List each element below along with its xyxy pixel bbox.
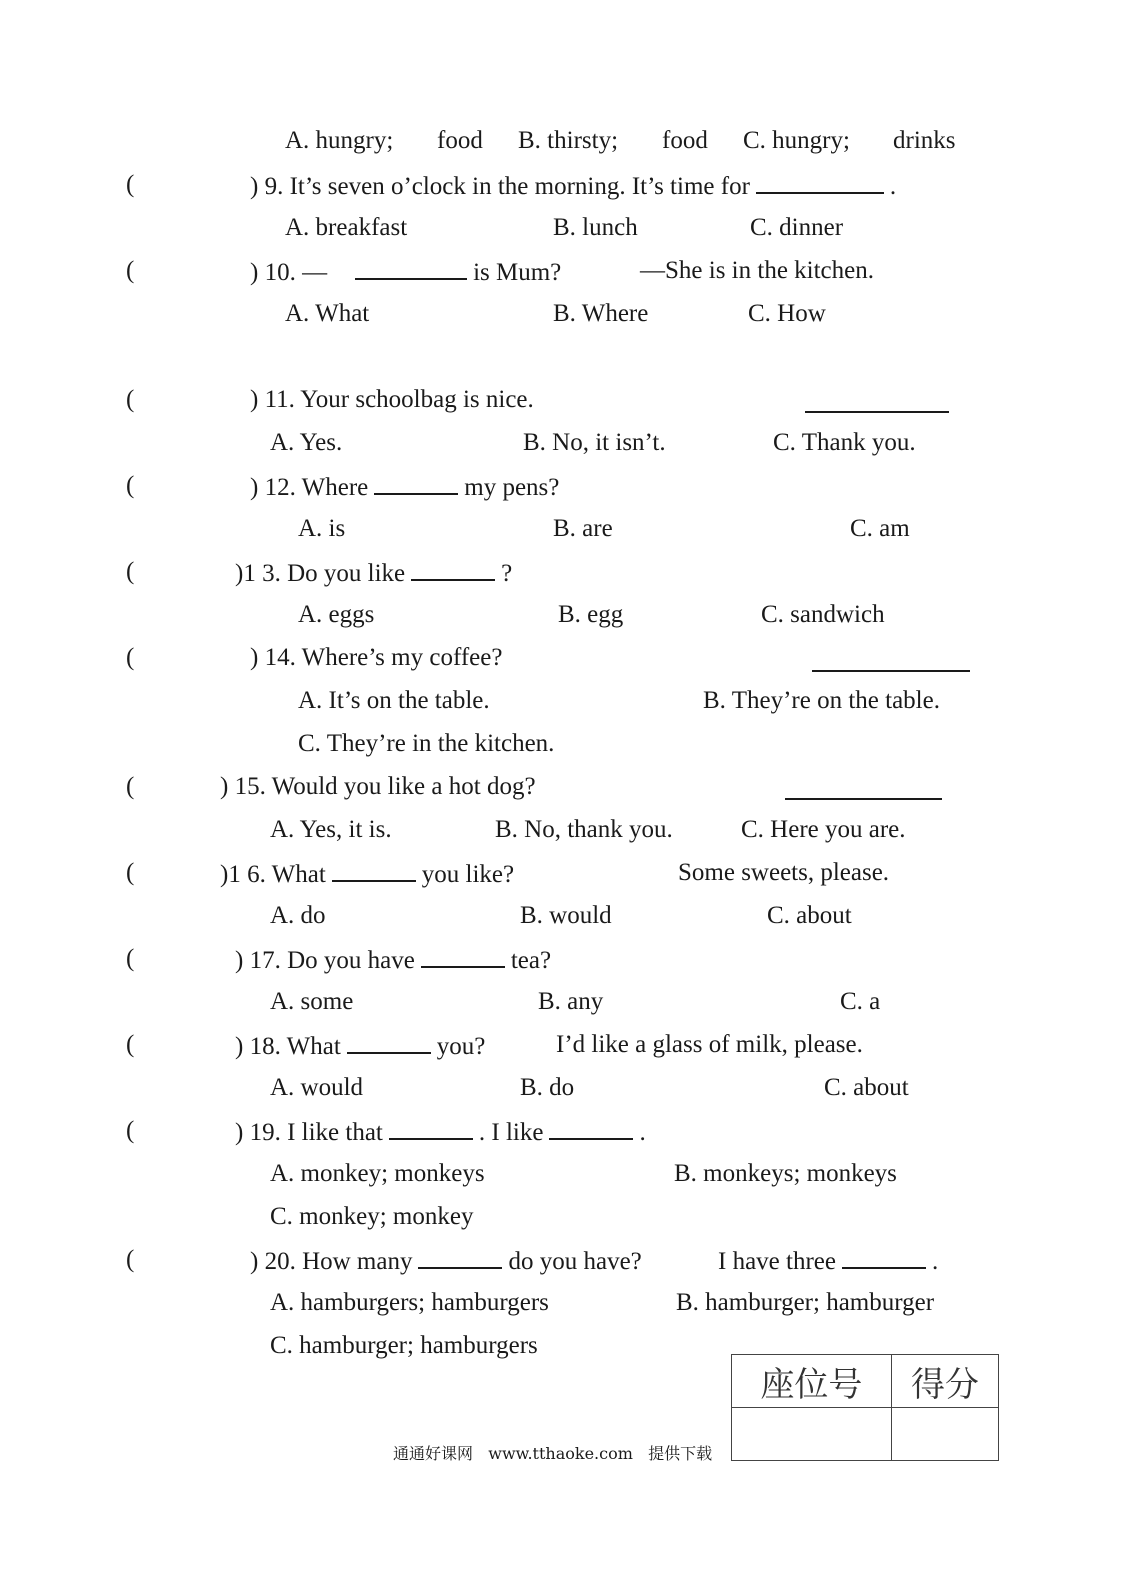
question-9: ) 9. It’s seven o’clock in the morning. It’s time for . [250,170,896,202]
footer-site-name: 通通好课网 [393,1444,474,1463]
answer-blank [756,170,884,194]
q18-option-a: A. would [270,1074,364,1101]
answer-blank [421,944,505,968]
q8-option-a: A. hungry; [285,127,394,154]
question-12: ) 12. Where my pens? [250,471,559,503]
q13-option-b: B. egg [558,601,624,628]
question-20: ) 20. How many do you have? [250,1245,642,1277]
answer-paren: ( [126,171,135,198]
q14-option-b: B. They’re on the table. [703,687,940,714]
footer-url: www.tthaoke.com [488,1444,633,1463]
q17-option-a: A. some [270,988,354,1015]
question-15: ) 15. Would you like a hot dog? [220,773,536,800]
seat-number-cell [732,1408,892,1461]
answer-blank [411,557,495,581]
q8-option-a-food: food [437,127,483,154]
q15-option-a: A. Yes, it is. [270,816,392,843]
q9-option-b: B. lunch [553,214,638,241]
question-16: )1 6. What you like? [220,858,514,890]
q16-option-b: B. would [520,902,612,929]
question-14: ) 14. Where’s my coffee? [250,644,503,671]
q16-option-c: C. about [767,902,852,929]
answer-line [785,798,942,800]
score-box [731,1354,999,1461]
question-19: ) 19. I like that . I like . [235,1116,646,1148]
question-10: ) 10. — is Mum? [250,256,561,288]
q8-option-c: C. hungry; [743,127,850,154]
question-17: ) 17. Do you have tea? [235,944,551,976]
q8-option-c-drinks: drinks [893,127,956,154]
answer-paren: ( [126,558,135,585]
answer-blank [549,1116,633,1140]
score-label: 得分 [891,1355,998,1408]
answer-line [812,670,970,672]
q8-option-b: B. thirsty; [518,127,619,154]
answer-paren: ( [126,644,135,671]
footer-provides: 提供下载 [648,1444,713,1463]
q14-option-a: A. It’s on the table. [298,687,490,714]
answer-blank [374,471,458,495]
answer-paren: ( [126,773,135,800]
answer-paren: ( [126,257,135,284]
q17-option-c: C. a [840,988,881,1015]
footer [393,1444,712,1464]
answer-paren: ( [126,859,135,886]
answer-blank [389,1116,473,1140]
q9-option-a: A. breakfast [285,214,408,241]
answer-blank [332,858,416,882]
q19-option-a: A. monkey; monkeys [270,1160,485,1187]
answer-paren: ( [126,1117,135,1144]
q12-option-a: A. is [298,515,346,542]
q13-option-c: C. sandwich [761,601,885,628]
q12-option-b: B. are [553,515,613,542]
q20-option-a: A. hamburgers; hamburgers [270,1289,549,1316]
answer-paren: ( [126,945,135,972]
question-18: ) 18. What you? [235,1030,485,1062]
q11-option-c: C. Thank you. [773,429,916,456]
q11-option-b: B. No, it isn’t. [523,429,666,456]
q16-answer: Some sweets, please. [678,859,890,886]
answer-blank [418,1245,502,1269]
question-11: ) 11. Your schoolbag is nice. [250,386,534,413]
q20-part2: I have three . [718,1245,938,1277]
q10-answer: —She is in the kitchen. [640,257,874,284]
q19-option-b: B. monkeys; monkeys [674,1160,897,1187]
q9-option-c: C. dinner [750,214,844,241]
question-13: )1 3. Do you like ? [235,557,512,589]
answer-line [805,411,949,413]
q10-option-b: B. Where [553,300,649,327]
q15-option-b: B. No, thank you. [495,816,673,843]
q14-option-c: C. They’re in the kitchen. [298,730,555,757]
score-cell [891,1408,998,1461]
answer-paren: ( [126,386,135,413]
q20-option-b: B. hamburger; hamburger [676,1289,935,1316]
q18-option-c: C. about [824,1074,909,1101]
q10-option-a: A. What [285,300,370,327]
q13-option-a: A. eggs [298,601,375,628]
q16-option-a: A. do [270,902,326,929]
answer-paren: ( [126,1246,135,1273]
answer-paren: ( [126,472,135,499]
answer-paren: ( [126,1031,135,1058]
q18-answer: I’d like a glass of milk, please. [556,1031,863,1058]
q15-option-c: C. Here you are. [741,816,906,843]
q19-option-c: C. monkey; monkey [270,1203,474,1230]
answer-blank [347,1030,431,1054]
q20-option-c: C. hamburger; hamburgers [270,1332,538,1359]
q12-option-c: C. am [850,515,910,542]
answer-blank [842,1245,926,1269]
seat-number-label: 座位号 [732,1355,892,1408]
q10-option-c: C. How [748,300,826,327]
answer-blank [355,256,467,280]
q18-option-b: B. do [520,1074,575,1101]
q8-option-b-food: food [662,127,708,154]
q11-option-a: A. Yes. [270,429,343,456]
q17-option-b: B. any [538,988,604,1015]
